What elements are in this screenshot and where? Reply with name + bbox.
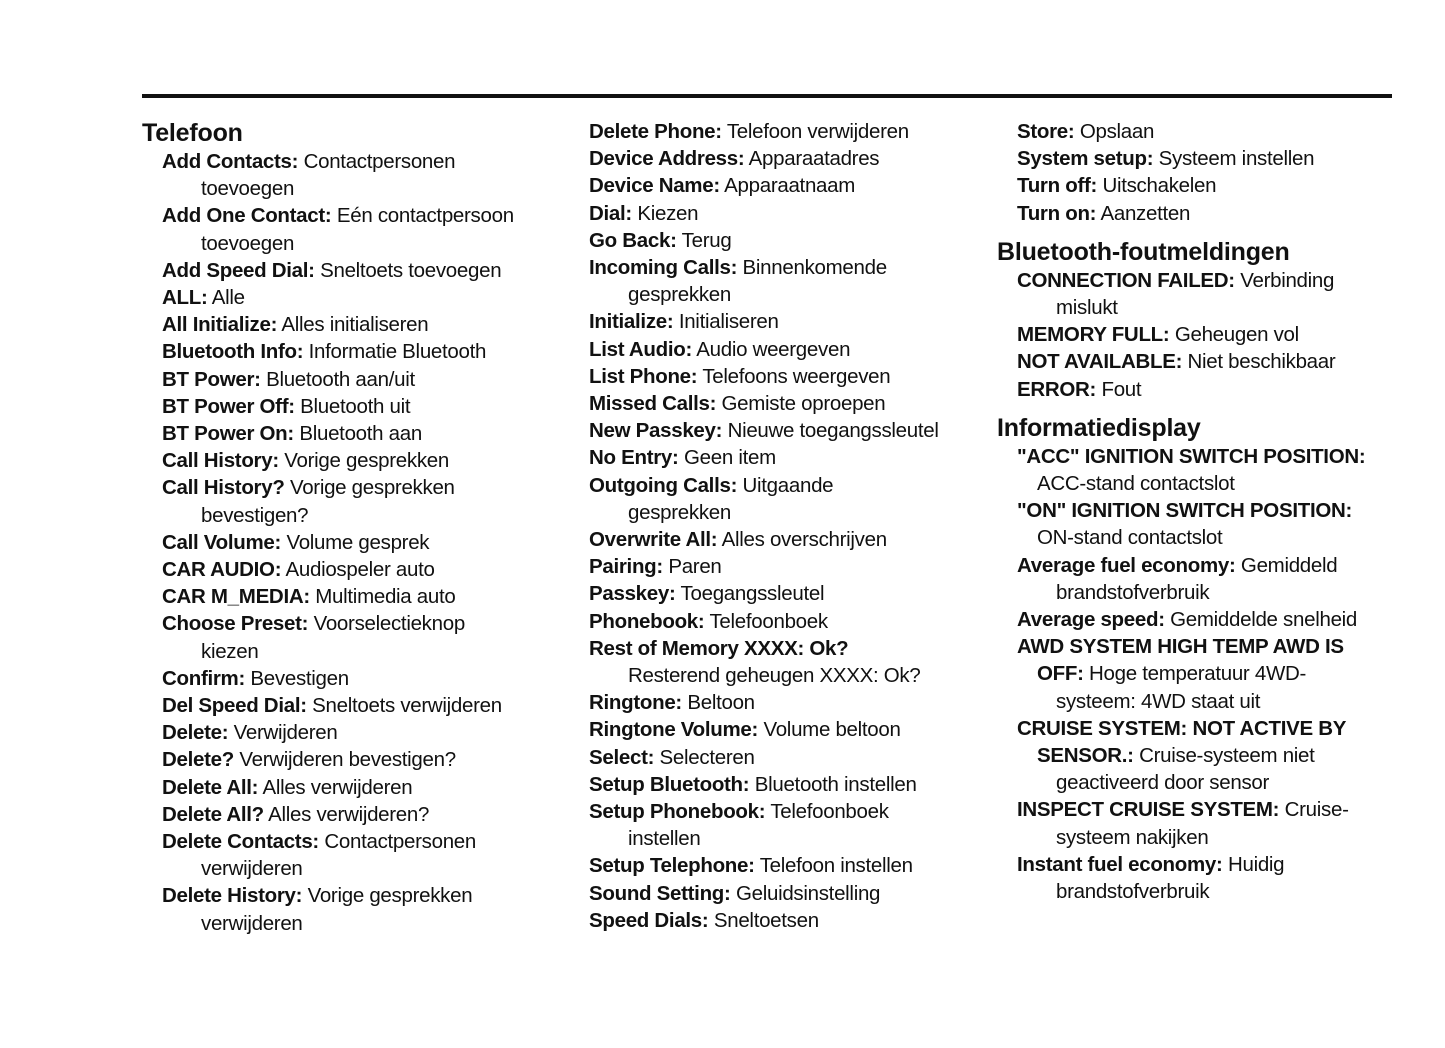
glossary-entry — [142, 420, 562, 447]
glossary-entry — [589, 744, 989, 771]
entry-term: Speed Dials: — [589, 908, 709, 932]
glossary-entry — [589, 852, 989, 879]
entry-definition: Hoge temperatuur 4WD- — [1089, 662, 1307, 686]
glossary-entry — [142, 774, 562, 801]
column-1 — [142, 118, 562, 937]
glossary-entry — [997, 606, 1397, 633]
glossary-entry — [589, 172, 989, 199]
entry-definition: Audio weergeven — [696, 337, 851, 361]
entry-definition-continuation: toevoegen — [201, 177, 295, 201]
glossary-entry — [997, 321, 1397, 348]
entry-definition: Gemiste oproepen — [721, 392, 886, 416]
entry-definition: Gemiddelde snelheid — [1170, 608, 1358, 632]
glossary-entry — [589, 390, 989, 417]
glossary-entry — [142, 801, 562, 828]
entry-term: CAR AUDIO: — [162, 558, 282, 582]
entry-definition-continuation: systeem nakijken — [1056, 825, 1209, 849]
entry-term: Instant fuel economy: — [1017, 852, 1223, 876]
entry-definition: Aanzetten — [1100, 201, 1191, 225]
glossary-entry — [997, 118, 1397, 145]
entry-term: All Initialize: — [162, 313, 278, 337]
entry-definition: Opslaan — [1079, 120, 1155, 143]
entry-definition: Alle — [211, 286, 245, 310]
glossary-entry — [997, 715, 1397, 797]
entry-term: Call History: — [162, 449, 279, 473]
entry-definition-continuation: Resterend geheugen XXXX: Ok? — [628, 664, 921, 688]
entry-definition: Kiezen — [637, 201, 699, 225]
glossary-entry — [589, 336, 989, 363]
entry-definition: Bluetooth aan — [299, 422, 422, 446]
entry-term: Setup Telephone: — [589, 854, 755, 878]
entry-definition: Systeem instellen — [1158, 147, 1315, 171]
entry-definition: Sneltoetsen — [713, 908, 819, 932]
glossary-entry — [142, 665, 562, 692]
entry-term: AWD SYSTEM HIGH TEMP AWD IS — [1017, 635, 1344, 659]
entry-definition: Uitschakelen — [1102, 174, 1217, 198]
entry-term: Add Speed Dial: — [162, 258, 315, 282]
glossary-entry — [589, 635, 989, 689]
glossary-entry — [997, 796, 1397, 850]
entry-definition-continuation: geactiveerd door sensor — [1056, 771, 1270, 795]
entry-term: Setup Bluetooth: — [589, 772, 750, 796]
entry-term: Store: — [1017, 120, 1075, 143]
glossary-entry — [142, 148, 562, 202]
entry-term: Call Volume: — [162, 530, 282, 554]
entry-term: Del Speed Dial: — [162, 694, 307, 718]
glossary-entry — [589, 145, 989, 172]
entry-definition: Verbinding — [1240, 268, 1335, 292]
entry-term: Call History? — [162, 476, 285, 500]
entry-definition: Alles verwijderen? — [268, 802, 430, 826]
entry-definition-continuation: brandstofverbruik — [1056, 580, 1210, 604]
entry-definition: Alles initialiseren — [281, 313, 429, 337]
entry-definition: Apparaatnaam — [724, 174, 856, 198]
entry-term: CONNECTION FAILED: — [1017, 268, 1235, 292]
entry-term: Overwrite All: — [589, 528, 718, 552]
entry-term: Passkey: — [589, 582, 676, 606]
entry-definition: Bevestigen — [250, 666, 349, 690]
entry-definition: Sneltoets toevoegen — [320, 258, 502, 282]
glossary-entry — [142, 610, 562, 664]
entry-definition: Binnenkomende — [742, 256, 887, 280]
glossary-entry — [997, 267, 1397, 321]
entry-definition: Telefoonboek — [770, 800, 889, 824]
glossary-entry — [997, 851, 1397, 905]
entry-term: Sound Setting: — [589, 881, 731, 905]
glossary-entry — [997, 376, 1397, 403]
entry-term: Setup Phonebook: — [589, 800, 766, 824]
glossary-entry — [142, 311, 562, 338]
glossary-entry — [589, 472, 989, 526]
column-3 — [997, 118, 1397, 905]
entry-definition: Contactpersonen — [324, 830, 477, 854]
glossary-entry — [589, 526, 989, 553]
entry-term: List Phone: — [589, 364, 698, 388]
entry-definition: Cruise- — [1284, 798, 1349, 822]
entry-term: Ringtone: — [589, 691, 682, 715]
entry-term: Delete Phone: — [589, 120, 722, 143]
glossary-entry — [589, 580, 989, 607]
entry-term: Missed Calls: — [589, 392, 717, 416]
entry-definition: Geheugen vol — [1174, 323, 1299, 347]
entry-term: List Audio: — [589, 337, 692, 361]
section-heading: Bluetooth-foutmeldingen — [997, 237, 1290, 266]
entry-term: Add Contacts: — [162, 150, 299, 173]
entry-definition-continuation: kiezen — [201, 639, 259, 663]
entry-definition-continuation: bevestigen? — [201, 503, 309, 527]
glossary-entry — [589, 118, 989, 145]
entry-definition: Bluetooth instellen — [754, 772, 917, 796]
glossary-list — [997, 118, 1397, 227]
entry-definition: Verwijderen bevestigen? — [239, 748, 456, 772]
entry-term: Incoming Calls: — [589, 256, 738, 280]
entry-definition: Toegangssleutel — [680, 582, 825, 606]
entry-definition: Alles overschrijven — [721, 528, 887, 552]
entry-term: Delete All? — [162, 802, 264, 826]
glossary-entry — [142, 746, 562, 773]
glossary-entry — [589, 716, 989, 743]
entry-term: NOT AVAILABLE: — [1017, 350, 1183, 374]
glossary-entry — [589, 254, 989, 308]
glossary-list — [997, 267, 1397, 403]
entry-term: Delete All: — [162, 775, 259, 799]
top-rule — [142, 94, 1392, 98]
entry-term: Outgoing Calls: — [589, 473, 738, 497]
entry-definition: Vorige gesprekken — [284, 449, 449, 473]
glossary-entry — [997, 348, 1397, 375]
entry-definition-continuation: gesprekken — [628, 283, 731, 307]
glossary-entry — [589, 689, 989, 716]
entry-definition: Telefoon verwijderen — [726, 120, 909, 143]
entry-term: CRUISE SYSTEM: NOT ACTIVE BY — [1017, 716, 1347, 740]
entry-definition: Beltoon — [687, 691, 755, 715]
entry-term: MEMORY FULL: — [1017, 323, 1170, 347]
entry-term: Delete History: — [162, 884, 303, 908]
glossary-entry — [142, 556, 562, 583]
entry-definition: Uitgaande — [742, 473, 834, 497]
entry-definition: Sneltoets verwijderen — [312, 694, 502, 718]
entry-term: Phonebook: — [589, 609, 705, 633]
entry-term: Add One Contact: — [162, 204, 332, 228]
entry-definition: ON-stand contactslot — [1037, 526, 1223, 550]
entry-definition: Contactpersonen — [303, 150, 456, 173]
glossary-entry — [142, 202, 562, 256]
glossary-entry — [997, 172, 1397, 199]
entry-term: Device Name: — [589, 174, 720, 198]
entry-definition-continuation: gesprekken — [628, 500, 731, 524]
glossary-entry — [142, 447, 562, 474]
glossary-entry — [589, 771, 989, 798]
entry-definition: Fout — [1101, 377, 1142, 401]
entry-term: Rest of Memory XXXX: Ok? — [589, 636, 849, 660]
glossary-entry — [997, 200, 1397, 227]
glossary-entry — [589, 798, 989, 852]
entry-term: Device Address: — [589, 147, 745, 171]
entry-definition: Bluetooth uit — [300, 394, 411, 418]
entry-term: Turn off: — [1017, 174, 1098, 198]
entry-definition-continuation: systeem: 4WD staat uit — [1056, 689, 1261, 713]
entry-definition: Cruise-systeem niet — [1139, 744, 1315, 768]
glossary-entry — [589, 880, 989, 907]
entry-term: Average fuel economy: — [1017, 553, 1236, 577]
entry-definition-continuation: brandstofverbruik — [1056, 880, 1210, 904]
glossary-entry — [142, 393, 562, 420]
entry-term: Confirm: — [162, 666, 246, 690]
entry-definition: Paren — [668, 555, 722, 579]
entry-definition: Voorselectieknop — [313, 612, 465, 636]
glossary-entry — [589, 417, 989, 444]
glossary-entry — [997, 145, 1397, 172]
entry-definition: Initialiseren — [678, 310, 779, 334]
entry-definition: Vorige gesprekken — [289, 476, 455, 500]
entry-term: Dial: — [589, 201, 632, 225]
entry-definition: Eén contactpersoon — [336, 204, 514, 228]
entry-term-continuation: SENSOR.: — [1037, 744, 1134, 768]
entry-term: No Entry: — [589, 446, 679, 470]
entry-definition-continuation: instellen — [628, 827, 701, 851]
glossary-entry — [997, 443, 1397, 497]
entry-term: BT Power On: — [162, 422, 294, 446]
glossary-entry — [142, 583, 562, 610]
entry-definition: Alles verwijderen — [262, 775, 413, 799]
section-heading: Informatiedisplay — [997, 413, 1201, 442]
entry-definition: Apparaatadres — [748, 147, 880, 171]
entry-definition-continuation: toevoegen — [201, 231, 295, 255]
glossary-entry — [997, 552, 1397, 606]
entry-definition: Audiospeler auto — [285, 558, 435, 582]
entry-definition: Telefoons weergeven — [702, 364, 891, 388]
glossary-entry — [142, 284, 562, 311]
entry-term: Delete? — [162, 748, 234, 772]
entry-term: Turn on: — [1017, 201, 1097, 225]
entry-definition: Telefoon instellen — [759, 854, 913, 878]
entry-term: Go Back: — [589, 228, 677, 252]
entry-definition: Nieuwe toegangssleutel — [727, 419, 939, 443]
glossary-entry — [142, 828, 562, 882]
entry-definition: Volume gesprek — [286, 530, 430, 554]
entry-definition: ACC-stand contactslot — [1037, 472, 1235, 496]
entry-term: Pairing: — [589, 555, 663, 579]
entry-term: Bluetooth Info: — [162, 340, 304, 364]
entry-term: Select: — [589, 745, 655, 769]
glossary-entry — [142, 882, 562, 936]
entry-definition: Geluidsinstelling — [735, 881, 881, 905]
glossary-entry — [589, 444, 989, 471]
entry-definition: Gemiddeld — [1240, 553, 1338, 577]
entry-definition: Bluetooth aan/uit — [266, 367, 415, 391]
glossary-entry — [142, 719, 562, 746]
entry-definition-continuation: verwijderen — [201, 911, 303, 935]
entry-definition: Geen item — [683, 446, 776, 470]
entry-term: System setup: — [1017, 147, 1154, 171]
entry-continuation — [1017, 660, 1397, 687]
entry-definition-continuation: verwijderen — [201, 857, 303, 881]
entry-term: Delete: — [162, 721, 229, 745]
entry-term: ALL: — [162, 286, 208, 310]
glossary-entry — [142, 474, 562, 528]
glossary-entry — [997, 633, 1397, 715]
glossary-list — [589, 118, 989, 934]
column-2 — [589, 118, 989, 934]
entry-definition: Verwijderen — [233, 721, 338, 745]
entry-continuation — [1017, 742, 1397, 769]
entry-definition: Informatie Bluetooth — [308, 340, 487, 364]
glossary-entry — [589, 363, 989, 390]
entry-term: BT Power: — [162, 367, 261, 391]
entry-definition: Terug — [681, 228, 732, 252]
entry-definition: Huidig — [1227, 852, 1285, 876]
glossary-entry — [589, 308, 989, 335]
entry-definition: Multimedia auto — [315, 585, 456, 609]
entry-term: CAR M_MEDIA: — [162, 585, 310, 609]
section-heading: Telefoon — [142, 119, 243, 147]
glossary-entry — [997, 497, 1397, 551]
glossary-entry — [142, 529, 562, 556]
entry-term: Choose Preset: — [162, 612, 309, 636]
glossary-list — [997, 443, 1397, 905]
glossary-entry — [589, 608, 989, 635]
glossary-entry — [142, 692, 562, 719]
entry-term: BT Power Off: — [162, 394, 295, 418]
entry-term: Delete Contacts: — [162, 830, 319, 854]
glossary-entry — [589, 907, 989, 934]
glossary-entry — [142, 338, 562, 365]
entry-term: INSPECT CRUISE SYSTEM: — [1017, 798, 1280, 822]
glossary-entry — [589, 227, 989, 254]
entry-definition: Niet beschikbaar — [1187, 350, 1336, 374]
entry-definition-continuation: mislukt — [1056, 296, 1118, 320]
glossary-list — [142, 148, 562, 937]
entry-definition: Vorige gesprekken — [307, 884, 473, 908]
entry-term: Initialize: — [589, 310, 674, 334]
entry-definition: Volume beltoon — [763, 718, 901, 742]
entry-definition: Selecteren — [659, 745, 755, 769]
entry-term: "ON" IGNITION SWITCH POSITION: — [1017, 499, 1353, 523]
glossary-entry — [142, 257, 562, 284]
glossary-entry — [589, 553, 989, 580]
glossary-entry — [142, 366, 562, 393]
entry-term: "ACC" IGNITION SWITCH POSITION: — [1017, 444, 1366, 468]
glossary-entry — [589, 200, 989, 227]
entry-term: ERROR: — [1017, 377, 1097, 401]
entry-term: Average speed: — [1017, 608, 1165, 632]
entry-definition: Telefoonboek — [709, 609, 828, 633]
entry-term: New Passkey: — [589, 419, 723, 443]
entry-term-continuation: OFF: — [1037, 662, 1084, 686]
entry-term: Ringtone Volume: — [589, 718, 759, 742]
